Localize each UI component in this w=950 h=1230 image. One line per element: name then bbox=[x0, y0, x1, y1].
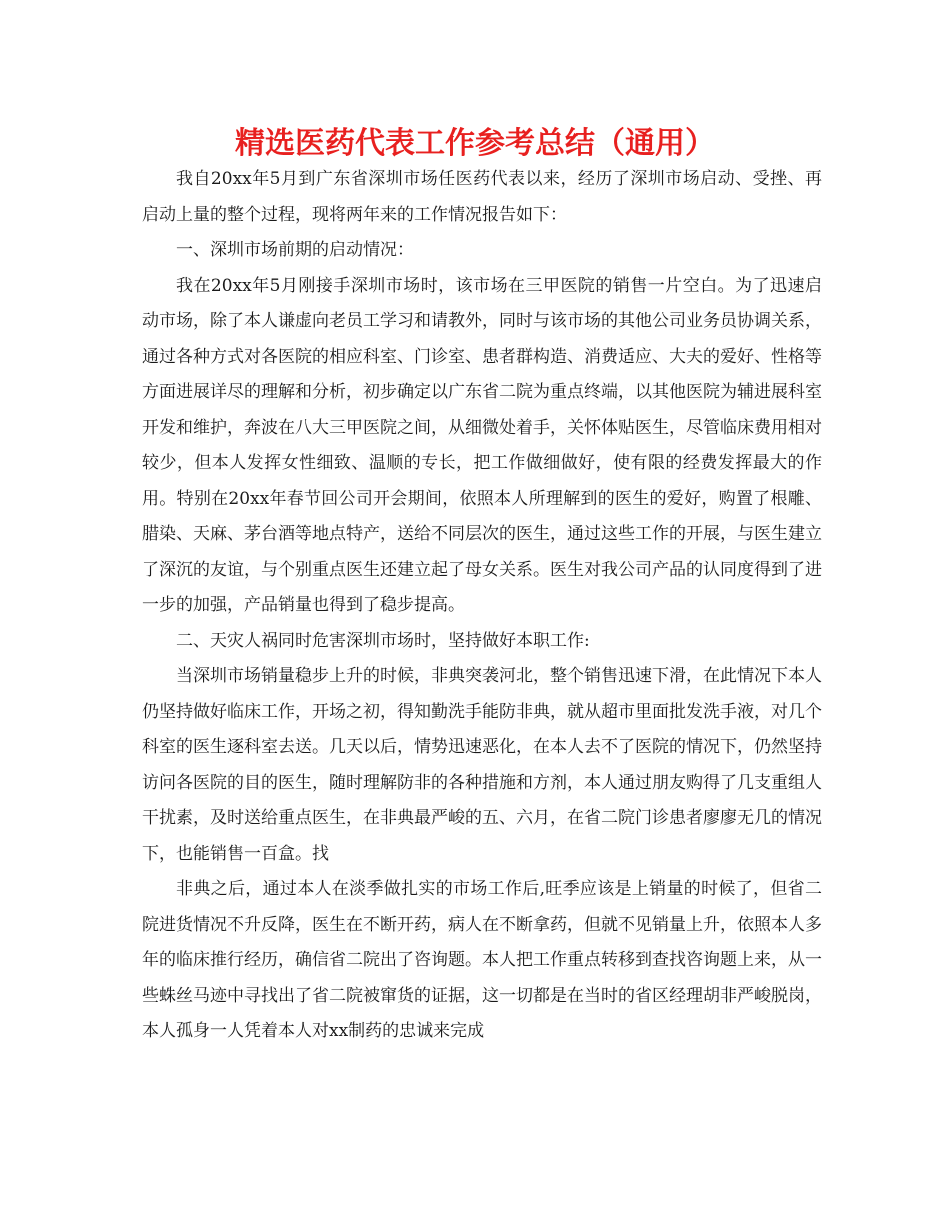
section-heading-2: 二、天灾人祸同时危害深圳市场时，坚持做好本职工作: bbox=[176, 630, 590, 651]
paragraph-section-2: 当深圳市场销量稳步上升的时候，非典突袭河北，整个销售迅速下滑，在此情况下本人仍坚持做好临床工作，开场之初，得知勤洗手能防非典，就从超市里面批发洗手液，对几个科室的医生逐科室去送。几天以后，情势迅速恶化，在本人去不了医院的情况下，仍然坚持访问各医院的目的医生，随时理解防非的各种措施和方剂，本人通过朋友购得了几支重组人干扰素，及时送给重点医生，在非典最严峻的五、六月，在省二院门诊患者廖廖无几的情况下，也能销售一百盒。找 bbox=[142, 666, 822, 864]
section-heading-1: 一、深圳市场前期的启动情况： bbox=[176, 240, 414, 260]
paragraph-section-1: 我在20xx年5月刚接手深圳市场时，该市场在三甲医院的销售一片空白。为了迅速启动市场，除了本人谦虚向老员工学习和请教外，同时与该市场的其他公司业务员协调关系，通过各种方式对各医院的相应科室、门诊室、患者群构造、消费适应、大夫的爱好、性格等方面进展详尽的理解和分析，初步确定以广东省二院为重点终端，以其他医院为辅进展科室开发和维护，奔波在八大三甲医院之间，从细微处着手，关怀体贴医生，尽管临床费用相对较少，但本人发挥女性细致、温顺的专长，把工作做细做好，使有限的经费发挥最大的作用。特别在20xx年春节回公司开会期间，依照本人所理解到的医生的爱好，购置了根雕、腊染、天麻、茅台酒等地点特产，送给不同层次的医生，通过这些工作的开展，与医生建立了深沉的友谊，与个别重点医生还建立起了母女关系。医生对我公司产品的认同度得到了进一步的加强，产品销量也得到了稳步提高。 bbox=[142, 275, 822, 615]
document-body bbox=[142, 162, 822, 1050]
document-title: 精选医药代表工作参考总结（通用） bbox=[235, 126, 715, 161]
paragraph-intro: 我自20xx年5月到广东省深圳市场任医药代表以来，经历了深圳市场启动、受挫、再启动上量的整个过程，现将两年来的工作情况报告如下： bbox=[142, 169, 822, 225]
paragraph-section-2-continued: 非典之后，通过本人在淡季做扎实的市场工作后,旺季应该是上销量的时候了，但省二院进货情况不升反降，医生在不断开药，病人在不断拿药，但就不见销量上升，依照本人多年的临床推行经历，确信省二院出了咨询题。本人把工作重点转移到查找咨询题上来，从一些蛛丝马迹中寻找出了省二院被窜货的证据，这一切都是在当时的省区经理胡非严峻脱岗，本人孤身一人凭着本人对xx制药的忠诚来完成 bbox=[142, 879, 822, 1041]
